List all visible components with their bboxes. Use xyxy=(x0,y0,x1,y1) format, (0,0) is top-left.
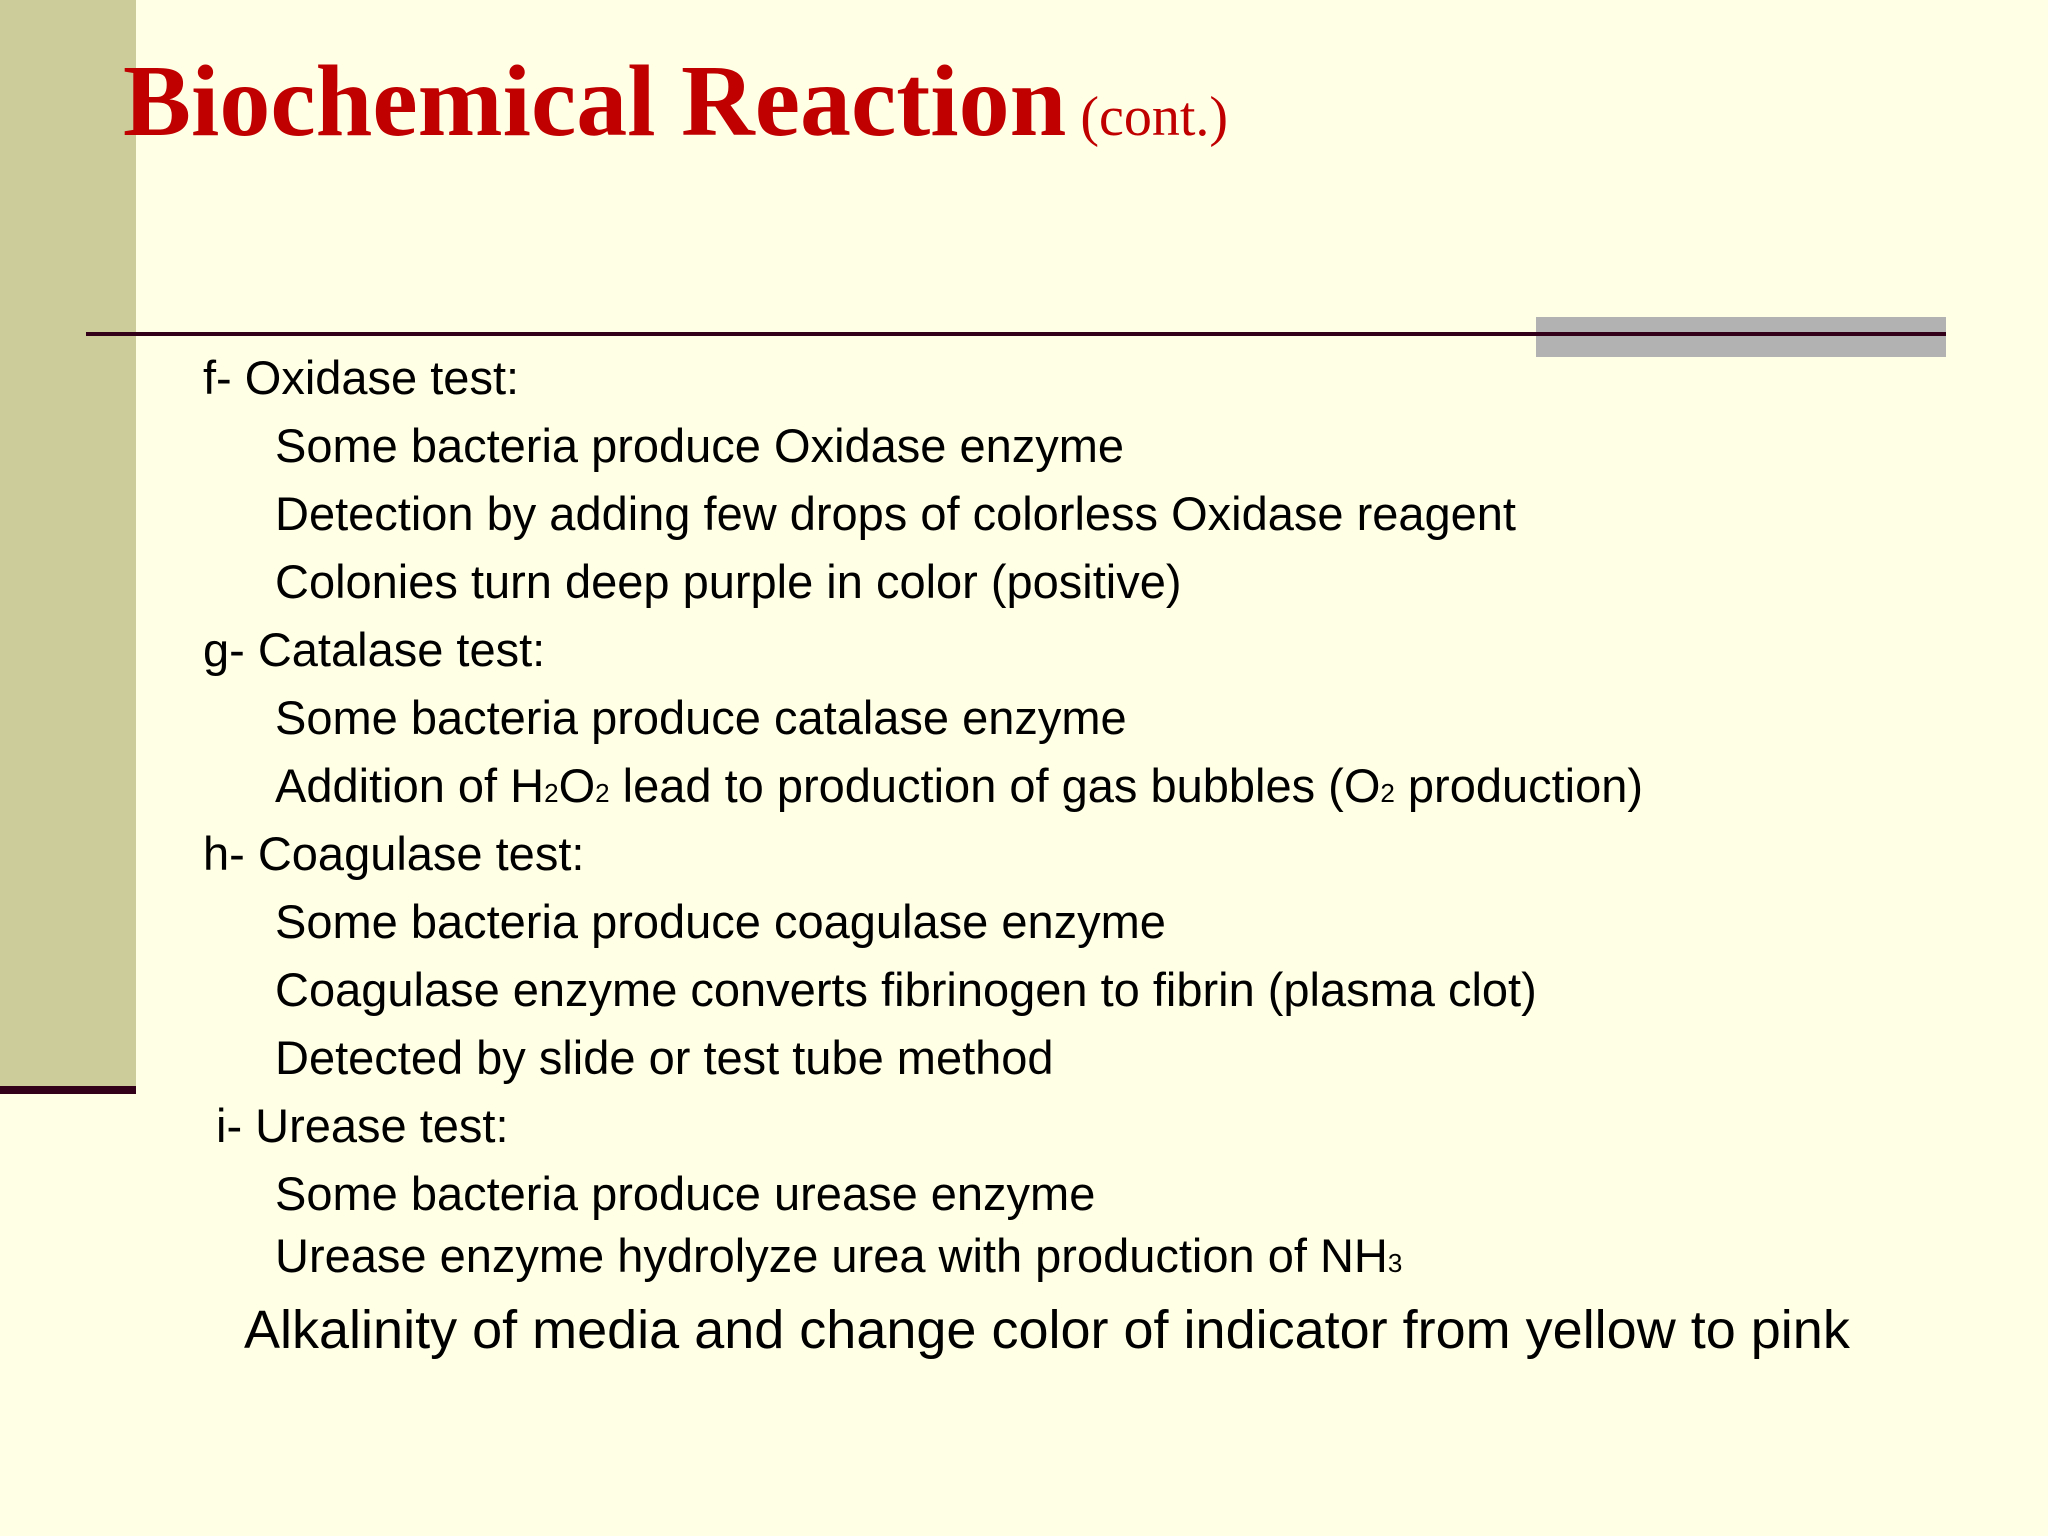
catalase-item-2-text-3: lead to production of gas bubbles (O xyxy=(609,759,1381,812)
oxidase-item-2: Detection by adding few drops of colorless Oxidase reagent xyxy=(275,487,1516,540)
catalase-item-2-text-2: O xyxy=(558,759,596,812)
title-rule-line xyxy=(86,332,1946,336)
coagulase-item-1: Some bacteria produce coagulase enzyme xyxy=(275,895,1166,948)
urease-item-2 xyxy=(275,1228,1402,1291)
catalase-item-2-text-4: production) xyxy=(1394,759,1644,812)
section-heading-catalase: g- Catalase test: xyxy=(203,623,546,676)
catalase-item-1: Some bacteria produce catalase enzyme xyxy=(275,691,1127,744)
section-heading-coagulase: h- Coagulase test: xyxy=(203,827,585,880)
oxidase-item-3: Colonies turn deep purple in color (positive) xyxy=(275,555,1182,608)
left-decorative-bar xyxy=(0,0,136,1086)
urease-note: Alkalinity of media and change color of indicator from yellow to pink xyxy=(244,1300,1850,1360)
oxidase-item-1: Some bacteria produce Oxidase enzyme xyxy=(275,419,1125,472)
catalase-item-2-text-1: Addition of H xyxy=(275,759,545,812)
section-heading-urease: i- Urease test: xyxy=(216,1099,509,1152)
urease-item-1: Some bacteria produce urease enzyme xyxy=(275,1167,1096,1220)
section-heading-oxidase: f- Oxidase test: xyxy=(203,351,520,404)
coagulase-item-3: Detected by slide or test tube method xyxy=(275,1031,1054,1084)
catalase-item-2 xyxy=(275,758,1643,821)
slide-title-text: Biochemical Reaction xyxy=(123,45,1067,158)
catalase-item-2-sub-2: 2 xyxy=(595,778,610,808)
catalase-item-2-sub-3: 2 xyxy=(1380,778,1395,808)
title-rule-accent xyxy=(1536,317,1946,357)
urease-item-2-text-1: Urease enzyme hydrolyze urea with production of NH xyxy=(275,1229,1388,1282)
left-bar-underline xyxy=(0,1086,136,1094)
slide-title-suffix: (cont.) xyxy=(1080,86,1229,148)
coagulase-item-2: Coagulase enzyme converts fibrinogen to fibrin (plasma clot) xyxy=(275,963,1537,1016)
slide-title xyxy=(123,42,1228,177)
urease-item-2-sub-1: 3 xyxy=(1387,1248,1403,1278)
catalase-item-2-sub-1: 2 xyxy=(544,778,559,808)
